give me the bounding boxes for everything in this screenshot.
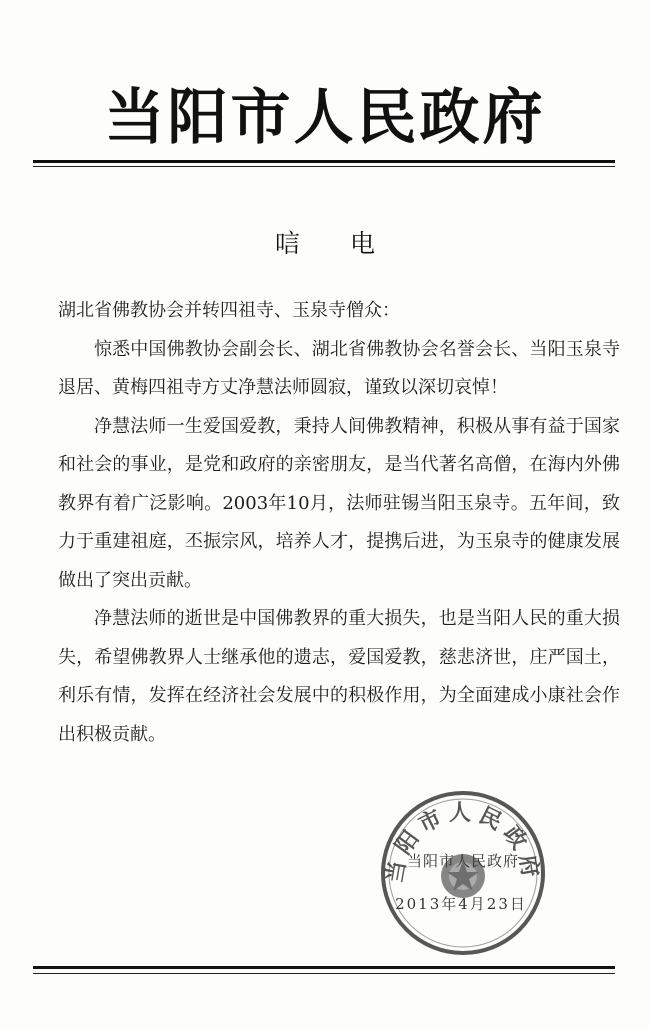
paragraph-condolence: 惊悉中国佛教协会副会长、湖北省佛教协会名誉会长、当阳玉泉寺退居、黄梅四祖寺方丈净慧法师圆寂，谨致以深切哀悼！	[58, 338, 620, 398]
seal-text: 当阳市人民政府	[381, 800, 545, 885]
letterhead-title: 当阳市人民政府	[104, 83, 546, 153]
salutation: 湖北省佛教协会并转四祖寺、玉泉寺僧众：	[58, 300, 400, 321]
paragraph-biography: 净慧法师一生爱国爱教，秉持人间佛教精神，积极从事有益于国家和社会的事业，是党和政府的亲密朋友，是当代著名高僧，在海内外佛教界有着广泛影响。2003年10月，法师驻锡当阳玉泉寺。五年间，致力于重建祖庭，丕振宗风，培养人才，提携后进，为玉泉寺的健康发展做出了突出贡献。	[58, 415, 620, 591]
document-type-heading: 唁电	[274, 229, 425, 258]
official-seal-stamp	[378, 788, 548, 958]
footer-rule-thin	[33, 973, 615, 974]
letterhead-rule-thick	[33, 160, 615, 163]
letterhead-rule-thin	[33, 166, 615, 167]
signature-issuer: 当阳市人民政府	[406, 852, 519, 870]
paragraph-tribute: 净慧法师的逝世是中国佛教界的重大损失，也是当阳人民的重大损失，希望佛教界人士继承他的遗志，爱国爱教，慈悲济世，庄严国土，利乐有情，发挥在经济社会发展中的积极作用，为全面建成小康社会作出积极贡献。	[58, 608, 620, 745]
document-body	[58, 292, 620, 754]
signature-date: 2013年4月23日	[395, 895, 527, 913]
footer-rule-thick	[33, 966, 615, 969]
